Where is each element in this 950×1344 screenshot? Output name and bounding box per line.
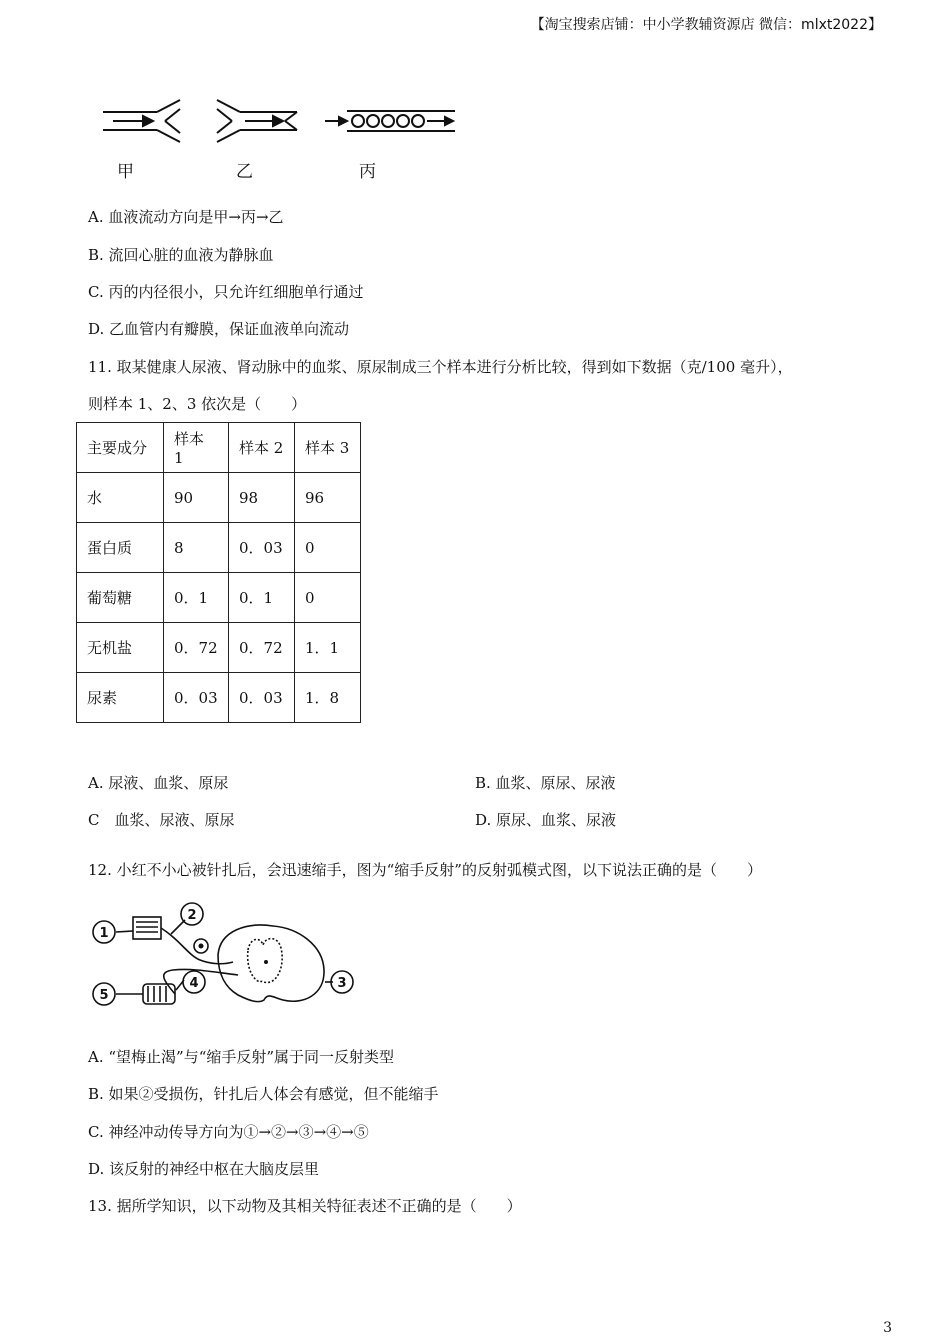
q13-stem: 13. 据所学知识，以下动物及其相关特征表述不正确的是（ ） — [88, 1197, 522, 1215]
table-cell: 0．1 — [229, 573, 295, 623]
table-header-cell: 样本 2 — [229, 423, 295, 473]
q12-option-d: D. 该反射的神经中枢在大脑皮层里 — [88, 1160, 320, 1178]
reflex-arc-diagram — [88, 900, 358, 1015]
table-cell: 葡萄糖 — [77, 573, 164, 623]
q12-option-c: C. 神经冲动传导方向为①→②→③→④→⑤ — [88, 1123, 369, 1141]
q11-option-d: D. 原尿、血浆、尿液 — [475, 811, 617, 829]
table-cell: 0．72 — [229, 623, 295, 673]
table-cell: 水 — [77, 473, 164, 523]
table-header-cell: 样本 3 — [295, 423, 361, 473]
table-row — [77, 573, 361, 623]
table-row — [77, 473, 361, 523]
label-yi: 乙 — [236, 162, 253, 182]
table-cell: 无机盐 — [77, 623, 164, 673]
q12-option-b: B. 如果②受损伤，针扎后人体会有感觉，但不能缩手 — [88, 1085, 439, 1103]
table-header-cell: 样本 1 — [164, 423, 229, 473]
label-1: 1 — [99, 926, 109, 941]
table-cell: 尿素 — [77, 673, 164, 723]
receptor-skin — [133, 917, 161, 939]
table-cell: 0 — [295, 523, 361, 573]
table-header-row — [77, 423, 361, 473]
vessel-jia — [103, 100, 180, 142]
table-cell: 0．03 — [229, 523, 295, 573]
q11-stem-line1: 11. 取某健康人尿液、肾动脉中的血浆、原尿制成三个样本进行分析比较，得到如下数据（克/100 毫升）， — [88, 358, 793, 376]
table-cell: 0．03 — [164, 673, 229, 723]
table-cell: 1．1 — [295, 623, 361, 673]
q11-option-a: A. 尿液、血浆、原尿 — [88, 774, 229, 792]
table-cell: 0．03 — [229, 673, 295, 723]
q10-option-d: D. 乙血管内有瓣膜，保证血液单向流动 — [88, 320, 350, 338]
table-cell: 蛋白质 — [77, 523, 164, 573]
table-cell: 90 — [164, 473, 229, 523]
table-cell: 0．1 — [164, 573, 229, 623]
table-cell: 96 — [295, 473, 361, 523]
label-3: 3 — [337, 976, 347, 991]
q11-option-c: C 血浆、尿液、原尿 — [88, 811, 235, 829]
q10-option-c: C. 丙的内径很小，只允许红细胞单行通过 — [88, 283, 364, 301]
label-5: 5 — [99, 988, 109, 1003]
q11-option-b: B. 血浆、原尿、尿液 — [475, 774, 616, 792]
q11-stem-line2: 则样本 1、2、3 依次是（ ） — [88, 395, 307, 413]
page-header: 【淘宝搜索店铺：中小学教辅资源店 微信：mlxt2022】 — [530, 17, 882, 33]
vessel-yi — [217, 100, 297, 142]
q12-stem: 12. 小红不小心被针扎后，会迅速缩手，图为“缩手反射”的反射弧模式图，以下说法正确的是（ ） — [88, 861, 762, 879]
table-cell: 0 — [295, 573, 361, 623]
q10-option-a: A. 血液流动方向是甲→丙→乙 — [88, 208, 284, 226]
page-number: 3 — [883, 1320, 892, 1336]
q10-option-b: B. 流回心脏的血液为静脉血 — [88, 246, 274, 264]
table-cell: 98 — [229, 473, 295, 523]
label-4: 4 — [189, 976, 199, 991]
q12-option-a: A. “望梅止渴”与“缩手反射”属于同一反射类型 — [88, 1048, 395, 1066]
label-2: 2 — [187, 908, 197, 923]
blood-vessel-diagram — [95, 95, 465, 150]
table-row — [77, 623, 361, 673]
table-header-cell: 主要成分 — [77, 423, 164, 473]
vessel-bing — [325, 111, 455, 131]
spinal-cord — [218, 925, 324, 1002]
q11-data-table — [76, 422, 361, 723]
table-row — [77, 523, 361, 573]
table-row — [77, 673, 361, 723]
label-bing: 丙 — [359, 162, 376, 182]
table-cell: 1．8 — [295, 673, 361, 723]
label-jia: 甲 — [117, 162, 134, 182]
table-cell: 0．72 — [164, 623, 229, 673]
table-cell: 8 — [164, 523, 229, 573]
